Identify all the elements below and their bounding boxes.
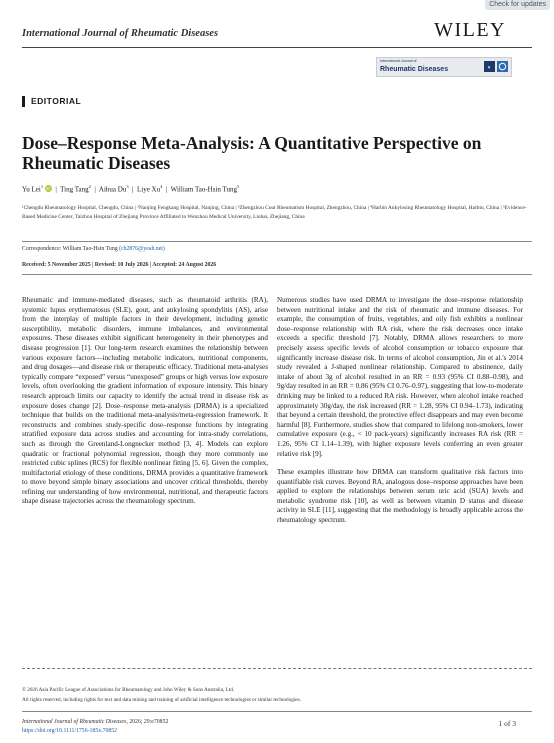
journal-header: International Journal of Rheumatic Diseases (22, 28, 219, 39)
footer-citation (22, 719, 168, 725)
correspondence (22, 246, 165, 252)
copyright-notice: © 2026 Asia Pacific League of Associations for Rheumatology and John Wiley & Sons Australia, Ltd. (22, 687, 235, 693)
correspondence-email-link[interactable]: (ch2876@yeah.net) (119, 246, 165, 252)
author-name[interactable]: Aihua Du (98, 185, 127, 194)
journal-logo-title: Rheumatic Diseases (380, 66, 449, 73)
author-affiliation-marker: 1 (40, 184, 44, 189)
author-affiliation-marker: 3 (126, 184, 129, 189)
author-name[interactable]: Yu Lei (22, 185, 41, 194)
check-for-updates-badge[interactable]: Check for updates (485, 0, 550, 10)
author-name[interactable]: William Tao-Hsin Tung (170, 185, 238, 194)
footnote-divider (22, 668, 532, 669)
journal-logo (376, 57, 512, 77)
footer-journal-name: International Journal of Rheumatic Diseases (22, 719, 127, 725)
doi-link[interactable]: https://doi.org/10.1111/1756-185x.70852 (22, 728, 118, 734)
journal-logo-small-text: International Journal of (380, 59, 417, 63)
apl-logo-icon (484, 61, 508, 72)
body-paragraph: Rheumatic and immune-mediated diseases, such as rheumatoid arthritis (RA), systemic lupus erythematosus (SLE), gout, and ankylosing spondylitis (AS), arise from the interplay of multiple factors in their development, including genetic susceptibility, metabolic disorders, immune imbalances, and environmental exposures. These diseases exhibit significant heterogeneity in their phenotypes and disease progression [1]. Our long-term research examines the relationship between various exposure factors—including metabolic indicators, nutritional components, and drug dosages—and disease risk or therapeutic efficacy. Traditional meta-analyses typically compare “exposed” versus “unexposed” groups or high versus low exposure levels, often overlooking the gradient information of exposure intensity. This binary research approach limits our capacity to identify the actual trend in disease risk as exposure doses change [2]. Dose–response meta-analysis (DRMA) is a specialized technique that builds on the traditional meta-analysis/meta-regression framework. It reconstructs and combines study-specific dose–response functions by integrating stratified exposure data across studies and accounting for intra-study correlations, such as through the Greenland-Longnecker method [3, 4]. Models can explore quadratic or fractional polynomial regression, though they more commonly use restricted cubic splines (RCS) for flexible nonlinear fitting [5, 6]. Given the complex, multifactorial etiology of these conditions, DRMA provides a quantitative framework to move beyond simple binary associations and uncover critical thresholds, thereby refining our understanding of how environmental, nutritional, and therapeutic factors shape disease trajectories across the rheumatology spectrum. (22, 296, 268, 506)
section-label: EDITORIAL (31, 96, 82, 106)
section-marker (22, 96, 25, 107)
footer-volume: , 2026; 29:e70852 (126, 719, 169, 725)
publisher-logo: WILEY (434, 19, 506, 41)
author-name[interactable]: Liye Xu (136, 185, 161, 194)
author-affiliation-marker: 4 (160, 184, 163, 189)
header-rule (22, 47, 532, 48)
correspondence-name: William Tao-Hsin Tung (62, 246, 118, 252)
author-name[interactable]: Ting Tang (60, 185, 89, 194)
footer-divider (22, 711, 532, 712)
article-title: Dose–Response Meta-Analysis: A Quantitative Perspective on Rheumatic Diseases (22, 133, 482, 173)
body-column-left (22, 296, 268, 516)
body-column-right (277, 296, 523, 535)
correspondence-label: Correspondence: (22, 246, 62, 252)
author-affiliation-marker: 5 (237, 184, 240, 189)
author-list: Yu Lei$^1$ iD | Ting Tang$^2$ | Aihua Du$^3$ | Liye Xu$^4$ | William Tao-Hsin Tung$^5$ (22, 184, 240, 194)
divider (22, 274, 532, 275)
page-number: 1 of 3 (498, 719, 516, 728)
body-paragraph: Numerous studies have used DRMA to investigate the dose–response relationship between nutritional intake and the risk of rheumatic and immune diseases. For example, the consumption of fruits, vegetables, and oily fish exhibits a nonlinear dose–response relationship with RA risk, where the risk decreases once intake exceeds a specific threshold [7]. Notably, DRMA allows researchers to more precisely assess specific levels of alcohol consumption or tobacco exposure that significantly increase disease risk. In terms of alcohol consumption, Jin et al.'s 2014 study revealed a J-shaped nonlinear relationship. Compared to abstinence, daily intake of about 3g of alcohol resulted in an RR = 0.93 (95% CI 0.88–0.98), and 9g/day resulted in an RR = 0.86 (95% CI 0.76–0.97), suggesting that low-to-moderate drinking may be linked to a reduced RA risk. However, when alcohol intake reached approximately 30g/day, the risk increased (RR = 1.28, 95% CI 0.94–1.73), indicating that beyond a certain threshold, the protective effect disappears and may even become harmful [8]. Furthermore, studies show that compared to lifelong non-smokers, lower cumulative exposure (e.g., < 10 pack-years) significantly increases RA risk (RR = 1.26, 95% CI 1.14–1.39), with higher exposure levels conferring an even greater relative risk [9]. (277, 296, 523, 458)
divider (22, 241, 532, 242)
author-affiliation-marker: 2 (88, 184, 91, 189)
body-paragraph: These examples illustrate how DRMA can transform qualitative risk factors into quantifiable risk curves. Beyond RA, analogous dose–response approaches have been applied to explore the relationships between serum uric acid (SUA) levels and metabolic syndrome risk [10], as well as between vitamin D status and disease activity in SLE [11], suggesting that the methodology is broadly applicable across the rheumatology spectrum. (277, 468, 523, 525)
svg-text:◐: ◐ (487, 65, 492, 71)
article-dates: Received: 5 November 2025 | Revised: 10 July 2026 | Accepted: 24 August 2026 (22, 262, 217, 268)
orcid-icon[interactable]: iD (46, 186, 51, 192)
rights-notice: All rights reserved, including rights for text and data mining and training of artificial intelligence technologies or similar technologies. (22, 697, 301, 703)
affiliations: ¹Chengdu Rheumatology Hospital, Chengdu, China | ²Nanjing Fengkang Hospital, Nanjing, China | ³Zhengzhou Cout Rheumatism Hospital, Zhengzhou, China | ⁴Harbin Ankylosing Rheumatology Hospital, Harbin, China | ⁵Evidence-Based Medicine Center, Taizhou Hospital of Zhejiang Province Affiliated to Wenzhou Medical University, Linhai, Zhejiang, China (22, 205, 527, 220)
